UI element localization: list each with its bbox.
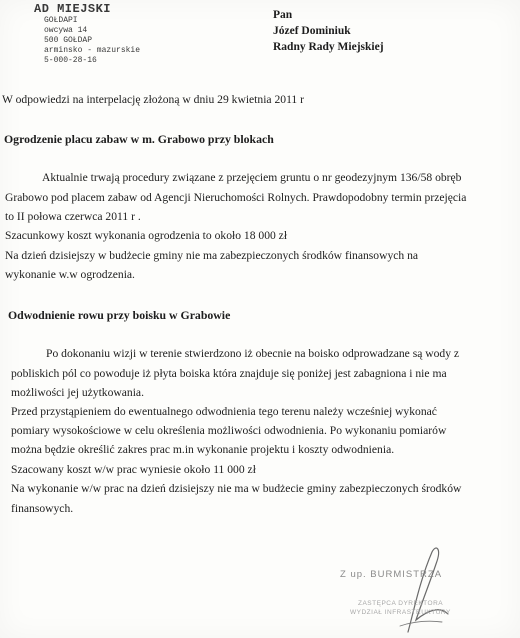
section1-line: Szacunkowy koszt wykonania ogrodzenia to około 18 000 zł <box>5 229 288 242</box>
signature-area <box>330 540 520 638</box>
signature-title: Z up. BURMISTRZA <box>340 569 443 580</box>
addressee-position: Radny Rady Miejskiej <box>273 41 384 53</box>
section1-heading: Ogrodzenie placu zabaw w m. Grabowo przy blokach <box>4 132 274 146</box>
section2-line: pomiary wysokościowe w celu określenia możliwości odwodnienia. Po wykonaniu pomiarów <box>11 424 447 437</box>
addressee-salutation: Pan <box>273 9 293 21</box>
signature-stamp-line: WYDZIAŁ INFRASTRUKTURY <box>350 609 451 616</box>
stamp-line: 500 GOŁDAP <box>44 36 93 45</box>
section2-line: Po dokonaniu wizji w terenie stwierdzono iż obecnie na boisko odprowadzane są wody z <box>46 347 460 360</box>
office-stamp <box>34 2 144 66</box>
stamp-line: arminsko - mazurskie <box>44 46 141 55</box>
addressee-block <box>273 7 384 55</box>
signature-stamp-line: ZASTĘPCA DYREKTORA <box>358 600 444 607</box>
section2-line: można będzie określić zakres prac m.in wykonanie projektu i koszty odwodnienia. <box>11 443 395 456</box>
section2-line: Na wykonanie w/w prac na dzień dzisiejszy nie ma w budżecie gminy zabezpieczonych środków <box>11 482 462 495</box>
stamp-line: owcywa 14 <box>44 26 88 35</box>
stamp-title: AD MIEJSKI <box>34 2 112 16</box>
stamp-line: 5-000-28-16 <box>44 56 97 65</box>
section2-heading: Odwodnienie rowu przy boisku w Grabowie <box>8 308 231 322</box>
handwritten-signature <box>330 540 520 638</box>
section2-line: możliwości jej użytkowania. <box>11 386 144 399</box>
section2-line: finansowych. <box>11 502 74 515</box>
section1-line: wykonanie w.w ogrodzenia. <box>5 268 135 281</box>
section2-line: Przed przystąpieniem do ewentualnego odwodnienia tego terenu należy wcześniej wykonać <box>11 405 437 418</box>
intro-text: W odpowiedzi na interpelację złożoną w dniu 29 kwietnia 2011 r <box>2 93 304 106</box>
section1-line: Grabowo pod placem zabaw od Agencji Nieruchomości Rolnych. Prawdopodobny termin przejęcia <box>5 191 467 204</box>
section1-line: to II połowa czerwca 2011 r . <box>5 210 141 223</box>
stamp-line: GOŁDAPI <box>44 16 78 25</box>
addressee-name: Józef Dominiuk <box>273 25 351 37</box>
section1-line: Na dzień dzisiejszy w budżecie gminy nie ma zabezpieczonych środków finansowych na <box>5 249 419 262</box>
section2-line: Szacowany koszt w/w prac wyniesie około 11 000 zł <box>11 463 256 476</box>
section1-line: Aktualnie trwają procedury związane z przejęciem gruntu o nr geodezyjnym 136/58 obręb <box>42 171 462 184</box>
section2-line: pobliskich pól co powoduje iż płyta boiska która znajduje się poniżej jest zabagniona i nie ma <box>11 367 447 380</box>
